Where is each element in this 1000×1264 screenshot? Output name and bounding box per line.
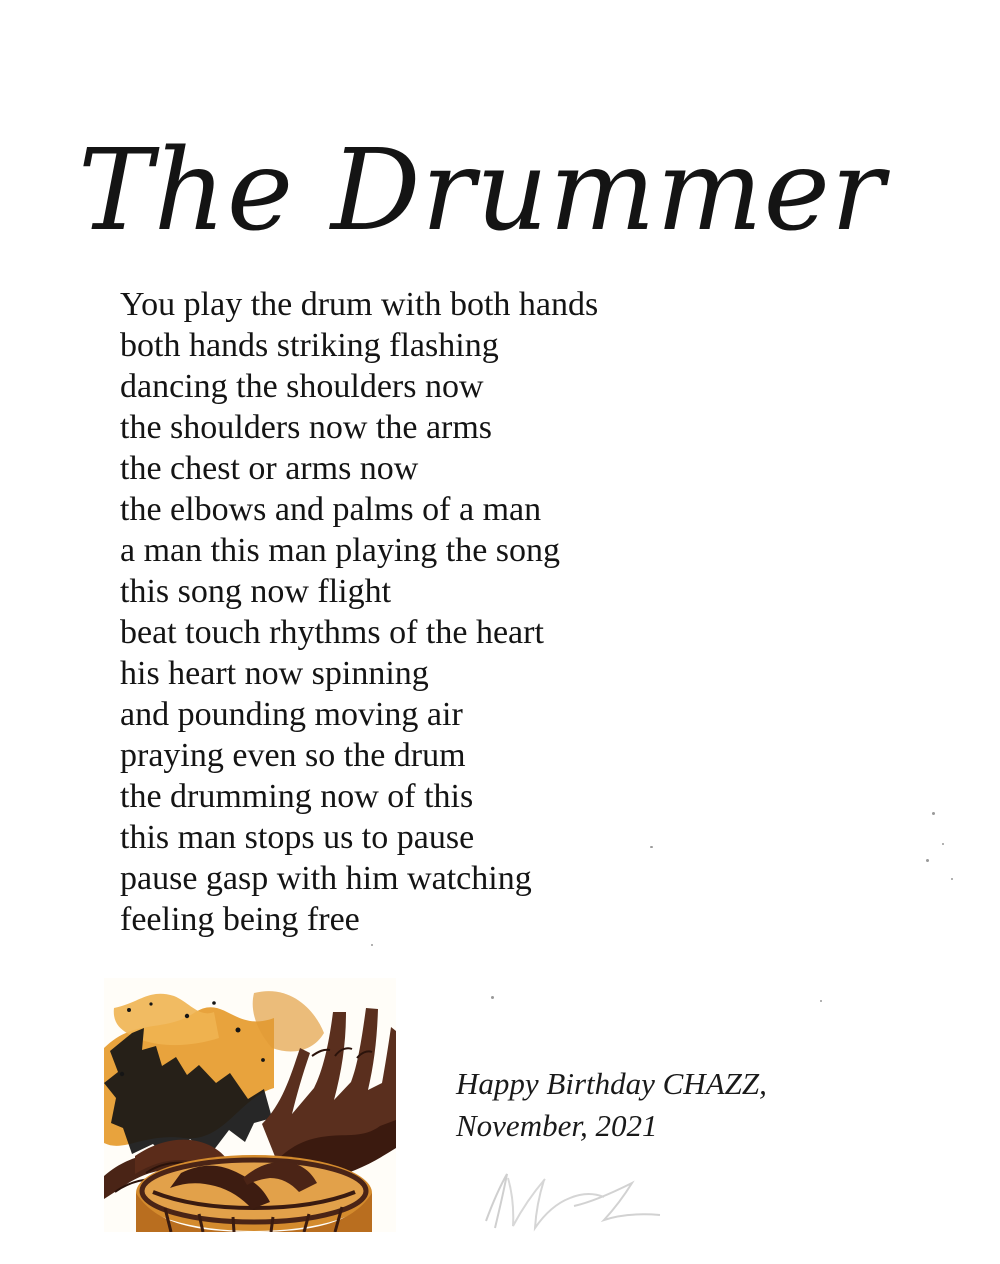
- paper-speck: [371, 944, 373, 946]
- poem-line: praying even so the drum: [120, 737, 466, 774]
- poem-line: feeling being free: [120, 901, 360, 938]
- poem-line: the shoulders now the arms: [120, 409, 493, 446]
- poem-body: [120, 284, 770, 940]
- poem-line: this song now flight: [120, 573, 392, 610]
- poem-line: dancing the shoulders now: [120, 368, 484, 405]
- birthday-greeting: [456, 1063, 876, 1147]
- poem-line: and pounding moving air: [120, 696, 463, 733]
- paper-speck: [942, 843, 944, 845]
- poem-line: beat touch rhythms of the heart: [120, 614, 544, 651]
- poem-line: the chest or arms now: [120, 450, 419, 487]
- date-line: November, 2021: [456, 1108, 658, 1143]
- poem-line: pause gasp with him watching: [120, 860, 532, 897]
- paper-speck: [650, 846, 653, 848]
- drummer-illustration: [104, 978, 396, 1232]
- paper-speck: [491, 996, 494, 999]
- poem-line: the drumming now of this: [120, 778, 474, 815]
- paper-speck: [820, 1000, 822, 1002]
- poem-line: a man this man playing the song: [120, 532, 561, 569]
- poem-line: You play the drum with both hands: [120, 286, 599, 323]
- poem-line: the elbows and palms of a man: [120, 491, 542, 528]
- greeting-line: Happy Birthday CHAZZ,: [456, 1066, 767, 1101]
- signature-icon: [478, 1166, 668, 1236]
- poem-line: both hands striking flashing: [120, 327, 499, 364]
- drummer-hands-icon: [104, 978, 396, 1232]
- paper-speck: [932, 812, 935, 815]
- signature: [478, 1166, 668, 1236]
- poem-line: his heart now spinning: [120, 655, 429, 692]
- poem-line: this man stops us to pause: [120, 819, 475, 856]
- paper-speck: [926, 859, 929, 862]
- paper-speck: [951, 878, 953, 880]
- poem-title: The Drummer: [78, 126, 886, 257]
